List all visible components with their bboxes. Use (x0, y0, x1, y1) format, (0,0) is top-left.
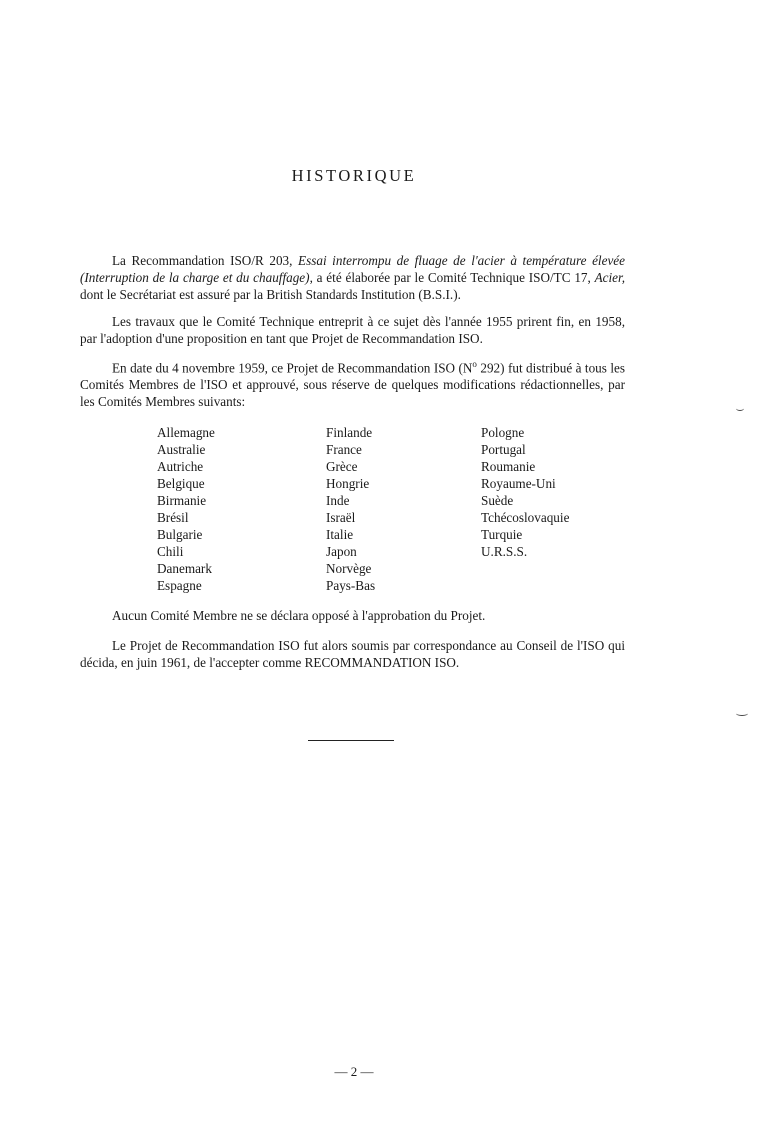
separator-rule (308, 740, 394, 741)
member-country: Allemagne (157, 425, 215, 440)
member-country: Bulgarie (157, 527, 203, 542)
number-superscript: o (472, 359, 477, 369)
member-country: Suède (481, 493, 514, 508)
paragraph-no-opposition: Aucun Comité Membre ne se déclara opposé à l'approbation du Projet. (112, 608, 486, 623)
member-country: Pologne (481, 425, 525, 440)
member-country: Pays-Bas (326, 578, 376, 593)
member-country: Hongrie (326, 476, 370, 491)
page-number: — 2 — (334, 1064, 374, 1079)
recommendation-title: Essai interrompu de fluage de l'acier à température élevée (Interruption de la charge et du chauffage) (80, 253, 626, 285)
member-country: U.R.S.S. (481, 544, 528, 559)
member-list-column-3 (481, 424, 569, 560)
member-country: Tchécoslovaquie (481, 510, 570, 525)
member-country: Chili (157, 544, 184, 559)
member-country: Israël (326, 510, 356, 525)
member-country: Grèce (326, 459, 358, 474)
member-country: Australie (157, 442, 206, 457)
member-country: Birmanie (157, 493, 207, 508)
paragraph-distribution (80, 356, 625, 410)
origin-text-3: dont le Secrétariat est assuré par la British Standards Institution (B.S.I.). (80, 287, 461, 302)
member-country: Finlande (326, 425, 373, 440)
committee-subject: Acier, (594, 270, 626, 285)
member-country: Royaume-Uni (481, 476, 556, 491)
member-country: Inde (326, 493, 350, 508)
margin-mark (736, 711, 748, 716)
distribution-text-1: En date du 4 novembre 1959, ce Projet de Recommandation ISO (N (112, 360, 473, 376)
member-country: Belgique (157, 476, 205, 491)
origin-text-2: , a été élaborée par le Comité Technique ISO/TC 17, (309, 270, 595, 285)
member-country: Norvège (326, 561, 372, 576)
member-country: Italie (326, 527, 354, 542)
member-country: France (326, 442, 362, 457)
member-country: Japon (326, 544, 357, 559)
page-title: HISTORIQUE (291, 166, 417, 185)
member-country: Roumanie (481, 459, 536, 474)
paragraph-origin (80, 252, 625, 303)
member-country: Portugal (481, 442, 526, 457)
member-country: Turquie (481, 527, 523, 542)
member-country: Danemark (157, 561, 212, 576)
margin-mark (736, 406, 744, 411)
paragraph-work: Les travaux que le Comité Technique entreprit à ce sujet dès l'année 1955 prirent fin, en 1958, par l'adoption d'une proposition en tant que Projet de Recommandation ISO. (80, 314, 625, 346)
member-country: Espagne (157, 578, 202, 593)
member-country: Autriche (157, 459, 204, 474)
paragraph-council: Le Projet de Recommandation ISO fut alors soumis par correspondance au Conseil de l'ISO qui décida, en juin 1961, de l'accepter comme RECOMMANDATION ISO. (80, 638, 625, 670)
member-list-column-2 (326, 424, 375, 594)
distribution-text-2: 292) fut distribué à tous les Comités Membres de l'ISO et approuvé, sous réserve de quelques modifications rédactionnelles, par les Comités Membres suivants: (80, 360, 625, 410)
member-list-column-1 (157, 424, 215, 594)
member-country: Brésil (157, 510, 189, 525)
origin-text-1: La Recommandation ISO/R 203, (112, 253, 299, 268)
